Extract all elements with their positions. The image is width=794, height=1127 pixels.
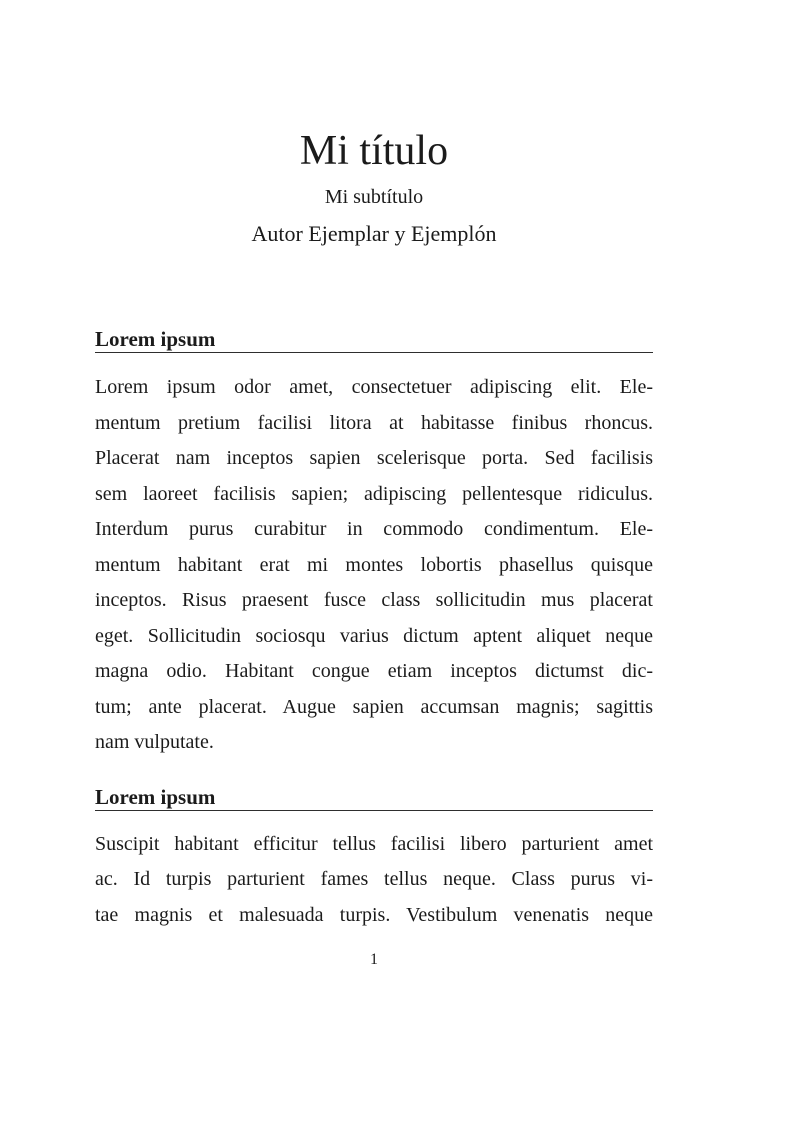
paragraph-line: nam vulputate. <box>95 731 214 753</box>
section-heading <box>95 784 653 811</box>
text-block <box>95 0 653 933</box>
page-number: 1 <box>370 951 378 968</box>
paragraph-line: inceptos. Risus praesent fusce class sollicitudin mus placerat <box>95 589 653 611</box>
paragraph <box>95 370 653 761</box>
document-author: Autor Ejemplar y Ejemplón <box>251 221 497 246</box>
section-heading-text: Lorem ipsum <box>95 327 216 351</box>
section-heading-text: Lorem ipsum <box>95 784 216 809</box>
document-title: Mi título <box>299 128 449 174</box>
paragraph-line: ac. Id turpis parturient fames tellus neque. Class purus vi- <box>95 868 653 890</box>
paragraph-line: Placerat nam inceptos sapien scelerisque porta. Sed facilisis <box>95 447 653 469</box>
paragraph-line: tae magnis et malesuada turpis. Vestibulum venenatis neque <box>95 903 653 926</box>
paragraph-line: tum; ante placerat. Augue sapien accumsan magnis; sagittis <box>95 695 653 718</box>
paragraph-line: Interdum purus curabitur in commodo condimentum. Ele- <box>95 518 653 540</box>
document-subtitle: Mi subtítulo <box>324 186 424 208</box>
paragraph-line: Suscipit habitant efficitur tellus facilisi libero parturient amet <box>95 832 653 855</box>
paragraph-line: Lorem ipsum odor amet, consectetuer adipiscing elit. Ele- <box>95 376 653 398</box>
paragraph-line: mentum pretium facilisi litora at habitasse finibus rhoncus. <box>95 411 653 434</box>
section-heading <box>95 326 653 353</box>
paragraph-line: sem laoreet facilisis sapien; adipiscing pellentesque ridiculus. <box>95 482 653 505</box>
title-block <box>95 125 653 249</box>
paragraph <box>95 827 653 934</box>
section-lorem-ipsum-1 <box>95 326 653 761</box>
section-lorem-ipsum-2 <box>95 784 653 934</box>
paragraph-line: mentum habitant erat mi montes lobortis phasellus quisque <box>95 553 653 576</box>
paragraph-line: magna odio. Habitant congue etiam inceptos dictumst dic- <box>95 660 653 682</box>
paragraph-line: eget. Sollicitudin sociosqu varius dictum aptent aliquet neque <box>95 624 653 647</box>
